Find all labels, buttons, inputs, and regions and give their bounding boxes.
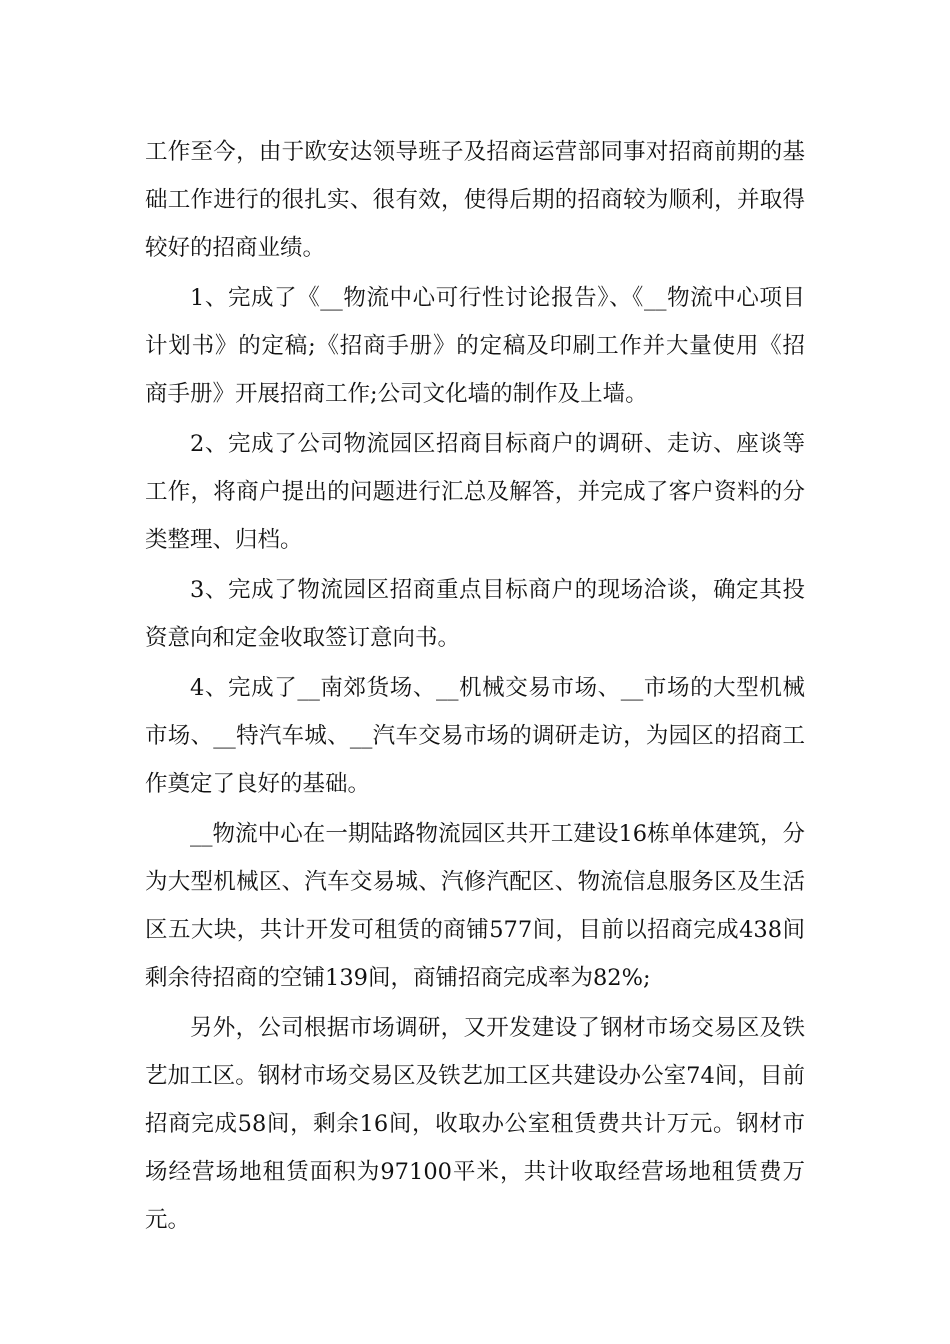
paragraph-item-1: 1、完成了《__物流中心可行性讨论报告》、《__物流中心项目计划书》的定稿;《招商手册》的定稿及印刷工作并大量使用《招商手册》开展招商工作;公司文化墙的制作及上墙。 — [145, 285, 805, 407]
paragraph-item-2: 2、完成了公司物流园区招商目标商户的调研、走访、座谈等工作，将商户提出的问题进行汇总及解答，并完成了客户资料的分类整理、归档。 — [145, 431, 805, 553]
paragraph-item-4: 4、完成了__南郊货场、__机械交易市场、__市场的大型机械市场、__特汽车城、__汽车交易市场的调研走访，为园区的招商工作奠定了良好的基础。 — [145, 675, 805, 797]
paragraph-logistics-center: __物流中心在一期陆路物流园区共开工建设16栋单体建筑，分为大型机械区、汽车交易城、汽修汽配区、物流信息服务区及生活区五大块，共计开发可租赁的商铺577间，目前以招商完成438间剩余待招商的空铺139间，商铺招商完成率为82%; — [145, 821, 805, 991]
document-body — [145, 128, 805, 1246]
paragraph-item-3: 3、完成了物流园区招商重点目标商户的现场洽谈，确定其投资意向和定金收取签订意向书。 — [145, 577, 805, 651]
paragraph-intro: 工作至今，由于欧安达领导班子及招商运营部同事对招商前期的基础工作进行的很扎实、很有效，使得后期的招商较为顺利，并取得较好的招商业绩。 — [145, 139, 805, 261]
paragraph-steel-market: 另外，公司根据市场调研，又开发建设了钢材市场交易区及铁艺加工区。钢材市场交易区及铁艺加工区共建设办公室74间，目前招商完成58间，剩余16间，收取办公室租赁费共计万元。钢材市场经营场地租赁面积为97100平米，共计收取经营场地租赁费万元。 — [145, 1015, 805, 1233]
